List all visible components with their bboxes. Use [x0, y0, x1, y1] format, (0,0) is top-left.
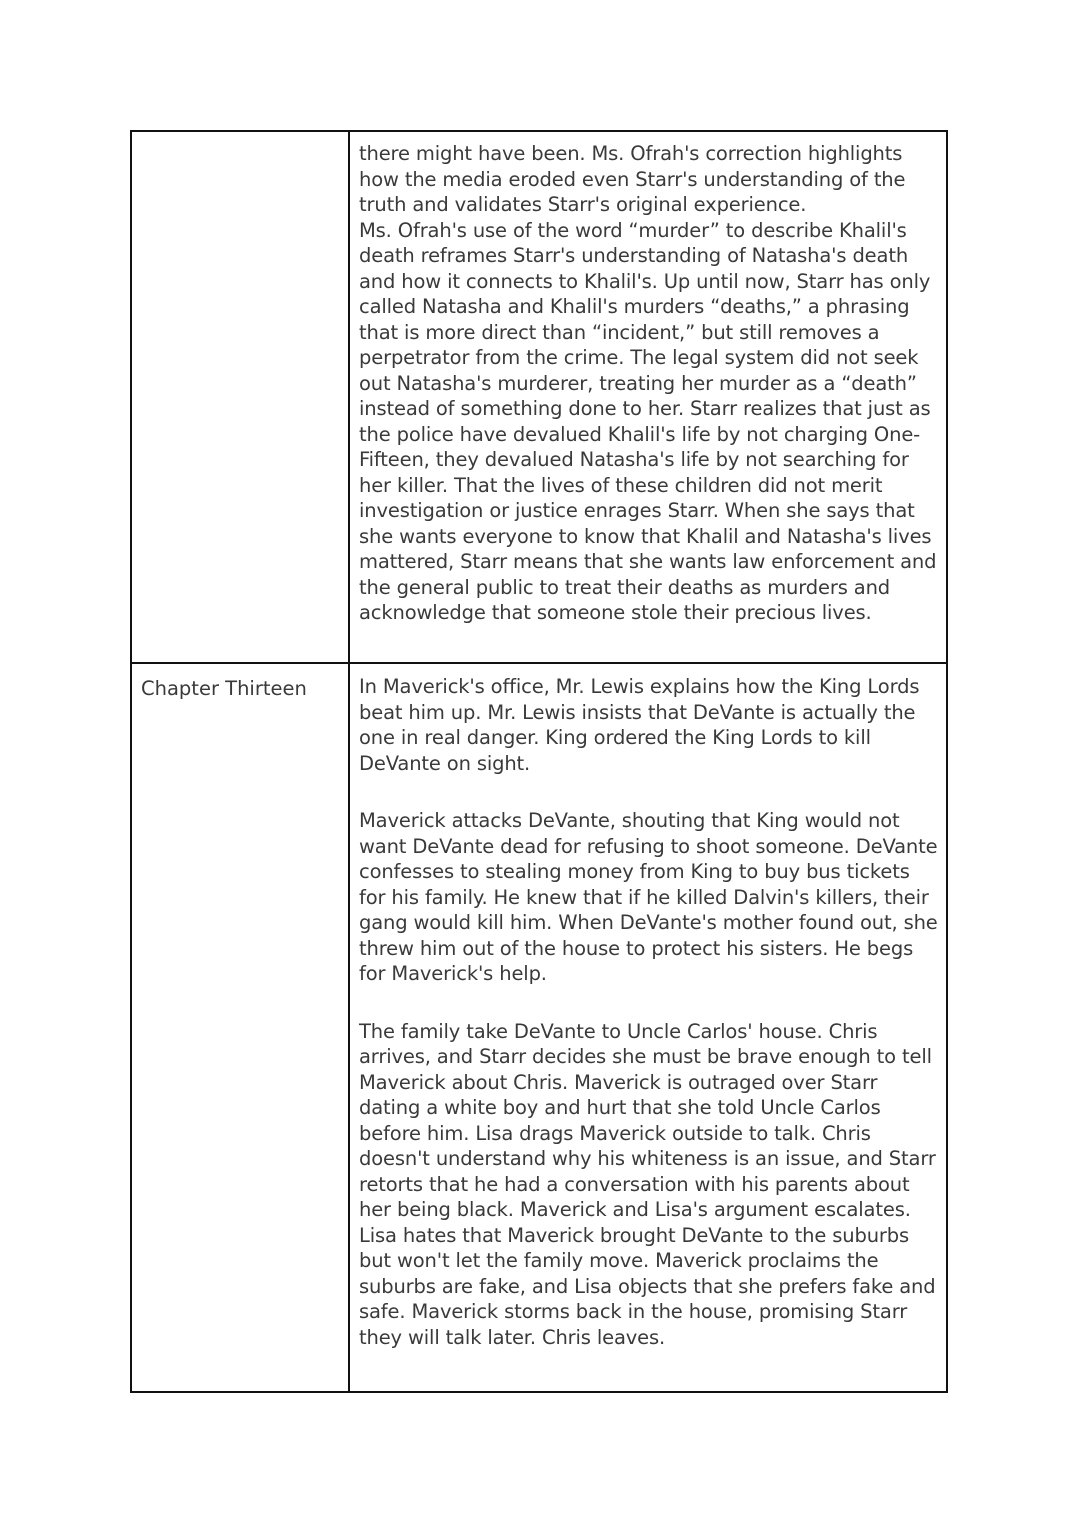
table-row — [132, 664, 946, 1391]
chapter-cell: Chapter Thirteen — [141, 677, 307, 700]
summary-paragraph: In Maverick's office, Mr. Lewis explains how the King Lords beat him up. Mr. Lewis insists that DeVante is actually the one in real danger. King ordered the King Lords to kill DeVante on sight. — [359, 675, 920, 775]
summary-cell — [359, 674, 941, 1350]
paragraph-spacer — [359, 987, 941, 1019]
column-divider — [348, 664, 350, 1391]
table-row — [132, 132, 946, 664]
paragraph-spacer — [359, 776, 941, 808]
summary-table — [130, 130, 948, 1393]
summary-paragraph: Maverick attacks DeVante, shouting that King would not want DeVante dead for refusing to shoot someone. DeVante confesses to stealing money from King to buy bus tickets for his family. He knew that if he killed Dalvin's killers, their gang would kill him. When DeVante's mother found out, she threw him out of the house to protect his sisters. He begs for Maverick's help. — [359, 809, 938, 985]
summary-cell — [359, 141, 941, 626]
column-divider — [348, 132, 350, 662]
summary-paragraph: The family take DeVante to Uncle Carlos' house. Chris arrives, and Starr decides she must be brave enough to tell Maverick about Chris. Maverick is outraged over Starr dating a white boy and hurt that she told Uncle Carlos before him. Lisa drags Maverick outside to talk. Chris doesn't understand why his whiteness is an issue, and Starr retorts that he had a conversation with his parents about her being black. Maverick and Lisa's argument escalates. Lisa hates that Maverick brought DeVante to the suburbs but won't let the family move. Maverick proclaims the suburbs are fake, and Lisa objects that she prefers fake and safe. Maverick storms back in the house, promising Starr they will talk later. Chris leaves. — [359, 1019, 936, 1349]
summary-paragraph: Ms. Ofrah's use of the word “murder” to describe Khalil's death reframes Starr's understanding of Natasha's death and how it connects to Khalil's. Up until now, Starr has only called Natasha and Khalil's murders “deaths,” a phrasing that is more direct than “incident,” but still removes a perpetrator from the crime. The legal system did not seek out Natasha's murderer, treating her murder as a “death” instead of something done to her. Starr realizes that just as the police have devalued Khalil's life by not charging One-Fifteen, they devalued Natasha's life by not searching for her killer. That the lives of these children did not merit investigation or justice enrages Starr. When she says that she wants everyone to know that Khalil and Natasha's lives mattered, Starr means that she wants law enforcement and the general public to treat their deaths as murders and acknowledge that someone stole their precious lives. — [359, 218, 937, 624]
summary-paragraph: there might have been. Ms. Ofrah's correction highlights how the media eroded even Starr's understanding of the truth and validates Starr's original experience. — [359, 142, 906, 216]
